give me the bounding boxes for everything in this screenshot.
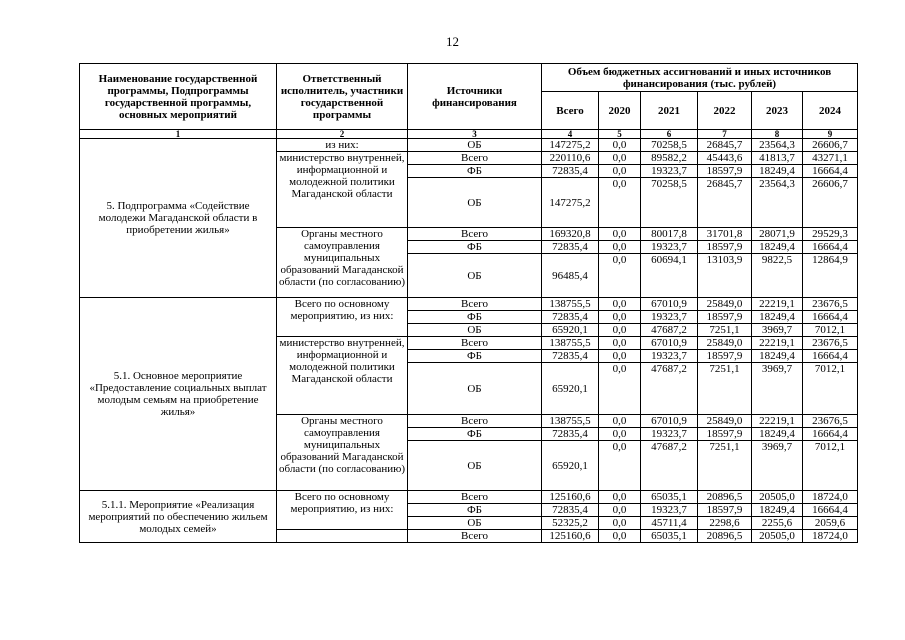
source-cell: ФБ bbox=[408, 350, 542, 363]
year-value-cell: 0,0 bbox=[599, 428, 641, 441]
total-value-cell: 72835,4 bbox=[542, 504, 599, 517]
year-value-cell: 3969,7 bbox=[752, 363, 803, 415]
year-value-cell: 18249,4 bbox=[752, 504, 803, 517]
year-value-cell: 23564,3 bbox=[752, 139, 803, 152]
table-row bbox=[80, 491, 858, 504]
header-volume: Объем бюджетных ассигнований и иных источников финансирования (тыс. рублей) bbox=[542, 64, 858, 92]
year-value-cell: 29529,3 bbox=[803, 228, 858, 241]
year-value-cell: 43271,1 bbox=[803, 152, 858, 165]
year-value-cell: 19323,7 bbox=[641, 350, 698, 363]
year-value-cell: 25849,0 bbox=[698, 298, 752, 311]
year-value-cell: 7251,1 bbox=[698, 363, 752, 415]
year-value-cell: 19323,7 bbox=[641, 504, 698, 517]
year-value-cell: 18249,4 bbox=[752, 165, 803, 178]
year-value-cell: 67010,9 bbox=[641, 337, 698, 350]
year-value-cell: 60694,1 bbox=[641, 254, 698, 298]
source-cell: ОБ bbox=[408, 517, 542, 530]
year-value-cell: 18249,4 bbox=[752, 241, 803, 254]
year-value-cell: 18597,9 bbox=[698, 165, 752, 178]
year-value-cell: 28071,9 bbox=[752, 228, 803, 241]
executor-cell: из них: bbox=[277, 139, 408, 152]
year-value-cell: 2298,6 bbox=[698, 517, 752, 530]
source-cell: ОБ bbox=[408, 363, 542, 415]
year-value-cell: 45711,4 bbox=[641, 517, 698, 530]
source-cell: Всего bbox=[408, 152, 542, 165]
column-number: 2 bbox=[277, 130, 408, 139]
header-year: 2021 bbox=[641, 92, 698, 130]
year-value-cell: 22219,1 bbox=[752, 415, 803, 428]
year-value-cell: 0,0 bbox=[599, 228, 641, 241]
column-number: 6 bbox=[641, 130, 698, 139]
total-value-cell: 72835,4 bbox=[542, 311, 599, 324]
year-value-cell: 13103,9 bbox=[698, 254, 752, 298]
total-value-cell: 65920,1 bbox=[542, 324, 599, 337]
year-value-cell: 16664,4 bbox=[803, 428, 858, 441]
year-value-cell: 67010,9 bbox=[641, 298, 698, 311]
column-number: 9 bbox=[803, 130, 858, 139]
source-cell: Всего bbox=[408, 415, 542, 428]
year-value-cell: 0,0 bbox=[599, 350, 641, 363]
year-value-cell: 19323,7 bbox=[641, 428, 698, 441]
year-value-cell: 0,0 bbox=[599, 441, 641, 491]
year-value-cell: 23676,5 bbox=[803, 415, 858, 428]
table-body bbox=[80, 64, 858, 543]
year-value-cell: 0,0 bbox=[599, 178, 641, 228]
source-cell: ФБ bbox=[408, 241, 542, 254]
total-value-cell: 72835,4 bbox=[542, 350, 599, 363]
year-value-cell: 25849,0 bbox=[698, 415, 752, 428]
executor-cell: Всего по основному мероприятию, из них: bbox=[277, 298, 408, 337]
year-value-cell: 18597,9 bbox=[698, 428, 752, 441]
source-cell: ОБ bbox=[408, 254, 542, 298]
year-value-cell: 47687,2 bbox=[641, 324, 698, 337]
year-value-cell: 26845,7 bbox=[698, 139, 752, 152]
year-value-cell: 0,0 bbox=[599, 298, 641, 311]
header-row bbox=[80, 64, 858, 92]
year-value-cell: 20896,5 bbox=[698, 491, 752, 504]
budget-table bbox=[79, 63, 858, 543]
year-value-cell: 18724,0 bbox=[803, 530, 858, 543]
year-value-cell: 0,0 bbox=[599, 139, 641, 152]
executor-cell: Органы местного самоуправления муниципальных образований Магаданской области (по согласованию) bbox=[277, 228, 408, 298]
year-value-cell: 47687,2 bbox=[641, 441, 698, 491]
year-value-cell: 9822,5 bbox=[752, 254, 803, 298]
total-value-cell: 72835,4 bbox=[542, 165, 599, 178]
table-row bbox=[80, 298, 858, 311]
year-value-cell: 0,0 bbox=[599, 530, 641, 543]
year-value-cell: 18249,4 bbox=[752, 350, 803, 363]
year-value-cell: 23676,5 bbox=[803, 298, 858, 311]
year-value-cell: 16664,4 bbox=[803, 165, 858, 178]
total-value-cell: 72835,4 bbox=[542, 428, 599, 441]
year-value-cell: 2059,6 bbox=[803, 517, 858, 530]
year-value-cell: 20896,5 bbox=[698, 530, 752, 543]
executor-cell bbox=[277, 530, 408, 543]
year-value-cell: 18249,4 bbox=[752, 311, 803, 324]
year-value-cell: 70258,5 bbox=[641, 139, 698, 152]
source-cell: ФБ bbox=[408, 428, 542, 441]
year-value-cell: 80017,8 bbox=[641, 228, 698, 241]
year-value-cell: 67010,9 bbox=[641, 415, 698, 428]
column-number: 5 bbox=[599, 130, 641, 139]
year-value-cell: 18597,9 bbox=[698, 241, 752, 254]
source-cell: Всего bbox=[408, 337, 542, 350]
column-number: 4 bbox=[542, 130, 599, 139]
header-executor: Ответственный исполнитель, участники государственной программы bbox=[277, 64, 408, 130]
total-value-cell: 65920,1 bbox=[542, 441, 599, 491]
program-name: 5. Подпрограмма «Содействие молодежи Магаданской области в приобретении жилья» bbox=[80, 139, 277, 298]
year-value-cell: 12864,9 bbox=[803, 254, 858, 298]
year-value-cell: 19323,7 bbox=[641, 241, 698, 254]
year-value-cell: 16664,4 bbox=[803, 350, 858, 363]
year-value-cell: 41813,7 bbox=[752, 152, 803, 165]
year-value-cell: 22219,1 bbox=[752, 337, 803, 350]
year-value-cell: 22219,1 bbox=[752, 298, 803, 311]
column-number: 1 bbox=[80, 130, 277, 139]
source-cell: ОБ bbox=[408, 324, 542, 337]
table-row bbox=[80, 139, 858, 152]
year-value-cell: 31701,8 bbox=[698, 228, 752, 241]
year-value-cell: 0,0 bbox=[599, 311, 641, 324]
column-number-row bbox=[80, 130, 858, 139]
total-value-cell: 220110,6 bbox=[542, 152, 599, 165]
year-value-cell: 0,0 bbox=[599, 254, 641, 298]
year-value-cell: 26606,7 bbox=[803, 178, 858, 228]
total-value-cell: 96485,4 bbox=[542, 254, 599, 298]
source-cell: ОБ bbox=[408, 178, 542, 228]
total-value-cell: 125160,6 bbox=[542, 530, 599, 543]
header-year: 2022 bbox=[698, 92, 752, 130]
total-value-cell: 169320,8 bbox=[542, 228, 599, 241]
year-value-cell: 20505,0 bbox=[752, 530, 803, 543]
year-value-cell: 18597,9 bbox=[698, 504, 752, 517]
executor-cell: Органы местного самоуправления муниципальных образований Магаданской области (по согласованию) bbox=[277, 415, 408, 491]
year-value-cell: 0,0 bbox=[599, 517, 641, 530]
year-value-cell: 70258,5 bbox=[641, 178, 698, 228]
header-year: 2020 bbox=[599, 92, 641, 130]
page-number: 12 bbox=[446, 34, 459, 49]
year-value-cell: 26845,7 bbox=[698, 178, 752, 228]
year-value-cell: 65035,1 bbox=[641, 530, 698, 543]
source-cell: ФБ bbox=[408, 165, 542, 178]
year-value-cell: 0,0 bbox=[599, 491, 641, 504]
source-cell: Всего bbox=[408, 491, 542, 504]
year-value-cell: 0,0 bbox=[599, 337, 641, 350]
source-cell: ОБ bbox=[408, 441, 542, 491]
year-value-cell: 25849,0 bbox=[698, 337, 752, 350]
column-number: 3 bbox=[408, 130, 542, 139]
year-value-cell: 18249,4 bbox=[752, 428, 803, 441]
year-value-cell: 0,0 bbox=[599, 415, 641, 428]
header-year: 2024 bbox=[803, 92, 858, 130]
year-value-cell: 2255,6 bbox=[752, 517, 803, 530]
year-value-cell: 3969,7 bbox=[752, 324, 803, 337]
source-cell: ОБ bbox=[408, 139, 542, 152]
total-value-cell: 138755,5 bbox=[542, 337, 599, 350]
year-value-cell: 0,0 bbox=[599, 324, 641, 337]
executor-cell: министерство внутренней, информационной и молодежной политики Магаданской области bbox=[277, 337, 408, 415]
total-value-cell: 147275,2 bbox=[542, 178, 599, 228]
executor-cell: Всего по основному мероприятию, из них: bbox=[277, 491, 408, 530]
year-value-cell: 7251,1 bbox=[698, 441, 752, 491]
source-cell: Всего bbox=[408, 530, 542, 543]
executor-cell: министерство внутренней, информационной и молодежной политики Магаданской области bbox=[277, 152, 408, 228]
total-value-cell: 52325,2 bbox=[542, 517, 599, 530]
header-sources: Источники финансирования bbox=[408, 64, 542, 130]
source-cell: ФБ bbox=[408, 311, 542, 324]
program-name: 5.1. Основное мероприятие «Предоставление социальных выплат молодым семьям на приобретение жилья» bbox=[80, 298, 277, 491]
year-value-cell: 0,0 bbox=[599, 241, 641, 254]
header-total: Всего bbox=[542, 92, 599, 130]
year-value-cell: 26606,7 bbox=[803, 139, 858, 152]
year-value-cell: 7012,1 bbox=[803, 441, 858, 491]
year-value-cell: 7251,1 bbox=[698, 324, 752, 337]
year-value-cell: 18597,9 bbox=[698, 350, 752, 363]
year-value-cell: 20505,0 bbox=[752, 491, 803, 504]
year-value-cell: 0,0 bbox=[599, 165, 641, 178]
total-value-cell: 138755,5 bbox=[542, 415, 599, 428]
total-value-cell: 147275,2 bbox=[542, 139, 599, 152]
year-value-cell: 7012,1 bbox=[803, 363, 858, 415]
year-value-cell: 19323,7 bbox=[641, 165, 698, 178]
year-value-cell: 18724,0 bbox=[803, 491, 858, 504]
total-value-cell: 125160,6 bbox=[542, 491, 599, 504]
header-name: Наименование государственной программы, Подпрограммы государственной программы, основных мероприятий bbox=[80, 64, 277, 130]
program-name: 5.1.1. Мероприятие «Реализация мероприятий по обеспечению жильем молодых семей» bbox=[80, 491, 277, 543]
total-value-cell: 72835,4 bbox=[542, 241, 599, 254]
year-value-cell: 47687,2 bbox=[641, 363, 698, 415]
year-value-cell: 65035,1 bbox=[641, 491, 698, 504]
year-value-cell: 16664,4 bbox=[803, 504, 858, 517]
column-number: 8 bbox=[752, 130, 803, 139]
year-value-cell: 23564,3 bbox=[752, 178, 803, 228]
year-value-cell: 7012,1 bbox=[803, 324, 858, 337]
year-value-cell: 0,0 bbox=[599, 504, 641, 517]
source-cell: Всего bbox=[408, 298, 542, 311]
header-year: 2023 bbox=[752, 92, 803, 130]
year-value-cell: 0,0 bbox=[599, 152, 641, 165]
year-value-cell: 89582,2 bbox=[641, 152, 698, 165]
year-value-cell: 18597,9 bbox=[698, 311, 752, 324]
column-number: 7 bbox=[698, 130, 752, 139]
year-value-cell: 45443,6 bbox=[698, 152, 752, 165]
year-value-cell: 0,0 bbox=[599, 363, 641, 415]
year-value-cell: 16664,4 bbox=[803, 241, 858, 254]
year-value-cell: 19323,7 bbox=[641, 311, 698, 324]
total-value-cell: 65920,1 bbox=[542, 363, 599, 415]
source-cell: ФБ bbox=[408, 504, 542, 517]
total-value-cell: 138755,5 bbox=[542, 298, 599, 311]
year-value-cell: 16664,4 bbox=[803, 311, 858, 324]
year-value-cell: 23676,5 bbox=[803, 337, 858, 350]
year-value-cell: 3969,7 bbox=[752, 441, 803, 491]
source-cell: Всего bbox=[408, 228, 542, 241]
